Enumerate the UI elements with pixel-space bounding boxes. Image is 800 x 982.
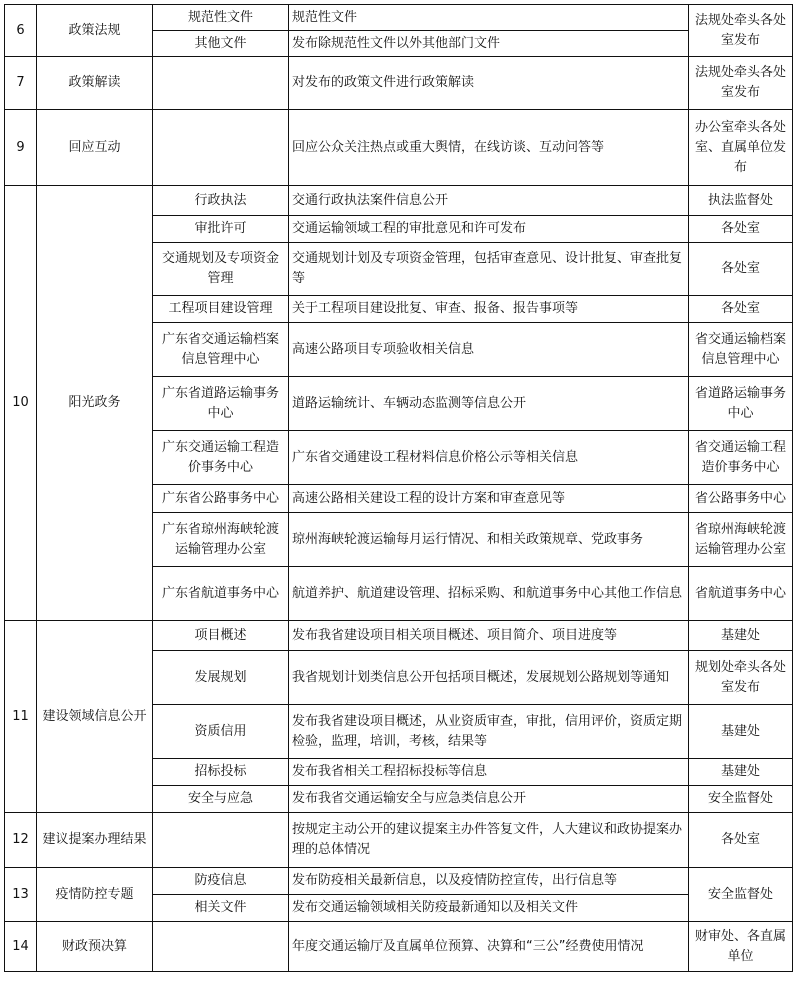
description-cell: 年度交通运输厅及直属单位预算、决算和“三公”经费使用情况 (289, 922, 689, 972)
department-cell: 各处室 (689, 243, 793, 296)
subcategory-cell: 安全与应急 (153, 786, 289, 813)
subcategory-cell: 广东省公路事务中心 (153, 485, 289, 513)
table-row (5, 186, 793, 216)
description-cell: 回应公众关注热点或重大舆情，在线访谈、互动问答等 (289, 110, 689, 186)
department-cell: 省公路事务中心 (689, 485, 793, 513)
table-row (5, 5, 793, 31)
row-number: 14 (5, 922, 37, 972)
department-cell: 法规处牵头各处室发布 (689, 57, 793, 110)
table-row (5, 110, 793, 186)
row-number: 12 (5, 813, 37, 868)
description-cell: 交通运输领域工程的审批意见和许可发布 (289, 216, 689, 243)
subcategory-cell (153, 813, 289, 868)
department-cell: 财审处、各直属单位 (689, 922, 793, 972)
department-cell: 各处室 (689, 296, 793, 323)
description-cell: 我省规划计划类信息公开包括项目概述，发展规划公路规划等通知 (289, 651, 689, 705)
department-cell: 基建处 (689, 759, 793, 786)
description-cell: 高速公路相关建设工程的设计方案和审查意见等 (289, 485, 689, 513)
category-cell: 建设领域信息公开 (37, 621, 153, 813)
department-cell: 安全监督处 (689, 868, 793, 922)
subcategory-cell: 项目概述 (153, 621, 289, 651)
description-cell: 道路运输统计、车辆动态监测等信息公开 (289, 377, 689, 431)
department-cell: 省道路运输事务中心 (689, 377, 793, 431)
table-row (5, 868, 793, 895)
description-cell: 发布我省建设项目相关项目概述、项目简介、项目进度等 (289, 621, 689, 651)
department-cell: 规划处牵头各处室发布 (689, 651, 793, 705)
subcategory-cell: 交通规划及专项资金管理 (153, 243, 289, 296)
department-cell: 基建处 (689, 621, 793, 651)
category-cell: 政策法规 (37, 5, 153, 57)
department-cell: 办公室牵头各处室、直属单位发布 (689, 110, 793, 186)
subcategory-cell: 工程项目建设管理 (153, 296, 289, 323)
description-cell: 对发布的政策文件进行政策解读 (289, 57, 689, 110)
category-cell: 建议提案办理结果 (37, 813, 153, 868)
disclosure-table (4, 4, 793, 972)
category-cell: 财政预决算 (37, 922, 153, 972)
department-cell: 法规处牵头各处室发布 (689, 5, 793, 57)
subcategory-cell: 其他文件 (153, 31, 289, 57)
description-cell: 高速公路项目专项验收相关信息 (289, 323, 689, 377)
subcategory-cell: 资质信用 (153, 705, 289, 759)
subcategory-cell (153, 57, 289, 110)
subcategory-cell (153, 922, 289, 972)
department-cell: 执法监督处 (689, 186, 793, 216)
category-cell: 疫情防控专题 (37, 868, 153, 922)
table-row (5, 922, 793, 972)
department-cell: 省交通运输档案信息管理中心 (689, 323, 793, 377)
department-cell: 基建处 (689, 705, 793, 759)
description-cell: 发布交通运输领域相关防疫最新通知以及相关文件 (289, 895, 689, 922)
department-cell: 省交通运输工程造价事务中心 (689, 431, 793, 485)
subcategory-cell: 广东省道路运输事务中心 (153, 377, 289, 431)
description-cell: 关于工程项目建设批复、审查、报备、报告事项等 (289, 296, 689, 323)
table-row (5, 621, 793, 651)
description-cell: 规范性文件 (289, 5, 689, 31)
description-cell: 琼州海峡轮渡运输每月运行情况、和相关政策规章、党政事务 (289, 513, 689, 567)
description-cell: 航道养护、航道建设管理、招标采购、和航道事务中心其他工作信息 (289, 567, 689, 621)
row-number: 9 (5, 110, 37, 186)
department-cell: 安全监督处 (689, 786, 793, 813)
subcategory-cell: 规范性文件 (153, 5, 289, 31)
description-cell: 发布防疫相关最新信息，以及疫情防控宣传，出行信息等 (289, 868, 689, 895)
subcategory-cell: 相关文件 (153, 895, 289, 922)
description-cell: 发布我省建设项目概述，从业资质审查，审批，信用评价，资质定期检验，监理，培训，考核，结果等 (289, 705, 689, 759)
description-cell: 交通行政执法案件信息公开 (289, 186, 689, 216)
description-cell: 发布除规范性文件以外其他部门文件 (289, 31, 689, 57)
subcategory-cell: 发展规划 (153, 651, 289, 705)
category-cell: 回应互动 (37, 110, 153, 186)
subcategory-cell: 防疫信息 (153, 868, 289, 895)
subcategory-cell: 招标投标 (153, 759, 289, 786)
table-row (5, 57, 793, 110)
description-cell: 发布我省交通运输安全与应急类信息公开 (289, 786, 689, 813)
description-cell: 交通规划计划及专项资金管理，包括审查意见、设计批复、审查批复等 (289, 243, 689, 296)
row-number: 7 (5, 57, 37, 110)
description-cell: 发布我省相关工程招标投标等信息 (289, 759, 689, 786)
row-number: 6 (5, 5, 37, 57)
description-cell: 按规定主动公开的建议提案主办件答复文件，人大建议和政协提案办理的总体情况 (289, 813, 689, 868)
table-row (5, 813, 793, 868)
subcategory-cell: 广东交通运输工程造价事务中心 (153, 431, 289, 485)
department-cell: 各处室 (689, 813, 793, 868)
row-number: 10 (5, 186, 37, 621)
row-number: 13 (5, 868, 37, 922)
department-cell: 省琼州海峡轮渡运输管理办公室 (689, 513, 793, 567)
category-cell: 政策解读 (37, 57, 153, 110)
row-number: 11 (5, 621, 37, 813)
subcategory-cell: 广东省琼州海峡轮渡运输管理办公室 (153, 513, 289, 567)
subcategory-cell: 广东省交通运输档案信息管理中心 (153, 323, 289, 377)
subcategory-cell: 广东省航道事务中心 (153, 567, 289, 621)
subcategory-cell: 行政执法 (153, 186, 289, 216)
category-cell: 阳光政务 (37, 186, 153, 621)
department-cell: 各处室 (689, 216, 793, 243)
description-cell: 广东省交通建设工程材料信息价格公示等相关信息 (289, 431, 689, 485)
department-cell: 省航道事务中心 (689, 567, 793, 621)
subcategory-cell: 审批许可 (153, 216, 289, 243)
subcategory-cell (153, 110, 289, 186)
